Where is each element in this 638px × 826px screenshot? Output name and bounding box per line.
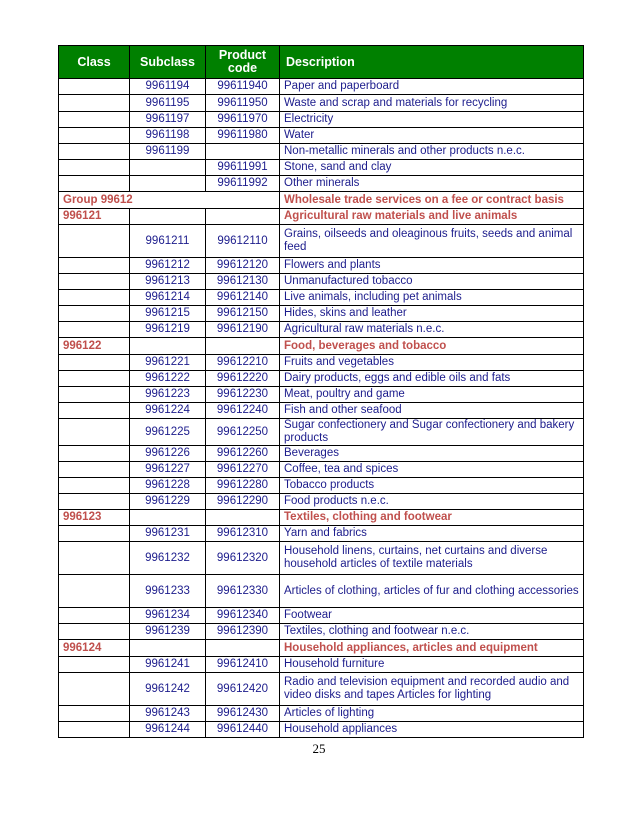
description-cell: Dairy products, eggs and edible oils and fats (280, 371, 584, 387)
class-cell (59, 371, 130, 387)
class-row (59, 209, 584, 225)
class-cell (59, 722, 130, 738)
description-cell: Fruits and vegetables (280, 355, 584, 371)
table-row (59, 306, 584, 322)
description-cell: Tobacco products (280, 478, 584, 494)
subclass-cell: 9961221 (130, 355, 206, 371)
class-cell: 996124 (59, 640, 130, 657)
group-label: Group 99612 (59, 192, 280, 209)
product-code-cell: 99612150 (206, 306, 280, 322)
product-code-cell: 99612270 (206, 462, 280, 478)
table-row (59, 95, 584, 112)
product-code-cell: 99612430 (206, 706, 280, 722)
product-code-cell: 99612340 (206, 608, 280, 624)
product-code-cell: 99612230 (206, 387, 280, 403)
class-cell (59, 387, 130, 403)
subclass-cell: 9961197 (130, 112, 206, 128)
product-code-cell: 99612110 (206, 225, 280, 258)
subclass-cell: 9961244 (130, 722, 206, 738)
class-cell (59, 160, 130, 176)
product-code-cell (206, 338, 280, 355)
subclass-cell: 9961199 (130, 144, 206, 160)
subclass-cell: 9961224 (130, 403, 206, 419)
subclass-cell: 9961195 (130, 95, 206, 112)
product-code-cell: 99612240 (206, 403, 280, 419)
subclass-cell (130, 209, 206, 225)
product-code-cell: 99612130 (206, 274, 280, 290)
table-row (59, 706, 584, 722)
product-code-cell (206, 510, 280, 526)
description-cell: Waste and scrap and materials for recycling (280, 95, 584, 112)
table-row (59, 371, 584, 387)
subclass-cell: 9961226 (130, 446, 206, 462)
subclass-cell: 9961225 (130, 419, 206, 446)
class-cell (59, 322, 130, 338)
description-cell: Radio and television equipment and recorded audio and video disks and tapes Articles for lighting (280, 673, 584, 706)
table-row (59, 160, 584, 176)
class-cell (59, 403, 130, 419)
product-code-cell: 99612330 (206, 575, 280, 608)
class-cell (59, 95, 130, 112)
table-row (59, 112, 584, 128)
class-cell (59, 306, 130, 322)
subclass-cell: 9961234 (130, 608, 206, 624)
subclass-cell: 9961214 (130, 290, 206, 306)
product-code-cell: 99612220 (206, 371, 280, 387)
description-cell: Articles of clothing, articles of fur and clothing accessories (280, 575, 584, 608)
header-product-code: Product code (206, 46, 280, 79)
description-cell: Stone, sand and clay (280, 160, 584, 176)
class-cell (59, 526, 130, 542)
class-cell (59, 128, 130, 144)
class-cell (59, 624, 130, 640)
product-code-cell (206, 640, 280, 657)
product-code-cell: 99611980 (206, 128, 280, 144)
description-cell: Household linens, curtains, net curtains and diverse household articles of textile materials (280, 542, 584, 575)
subclass-cell: 9961227 (130, 462, 206, 478)
class-cell: 996123 (59, 510, 130, 526)
subclass-cell: 9961229 (130, 494, 206, 510)
class-cell (59, 542, 130, 575)
product-code-cell: 99612190 (206, 322, 280, 338)
product-code-cell: 99612410 (206, 657, 280, 673)
class-cell (59, 575, 130, 608)
table-row (59, 446, 584, 462)
description-cell: Paper and paperboard (280, 79, 584, 95)
table-row (59, 225, 584, 258)
description-cell: Other minerals (280, 176, 584, 192)
class-cell (59, 462, 130, 478)
product-code-cell: 99612390 (206, 624, 280, 640)
product-code-cell (206, 209, 280, 225)
product-code-cell: 99612440 (206, 722, 280, 738)
subclass-cell (130, 640, 206, 657)
group-description: Wholesale trade services on a fee or contract basis (280, 192, 584, 209)
table-row (59, 494, 584, 510)
class-cell: 996121 (59, 209, 130, 225)
subclass-cell: 9961233 (130, 575, 206, 608)
product-code-cell: 99612420 (206, 673, 280, 706)
product-code-cell: 99612140 (206, 290, 280, 306)
header-subclass: Subclass (130, 46, 206, 79)
description-cell: Beverages (280, 446, 584, 462)
table-row (59, 387, 584, 403)
class-cell: 996122 (59, 338, 130, 355)
description-cell: Sugar confectionery and Sugar confectionery and bakery products (280, 419, 584, 446)
table-row (59, 128, 584, 144)
description-cell: Household appliances (280, 722, 584, 738)
subclass-cell (130, 176, 206, 192)
class-description: Food, beverages and tobacco (280, 338, 584, 355)
description-cell: Household furniture (280, 657, 584, 673)
table-row (59, 657, 584, 673)
subclass-cell: 9961223 (130, 387, 206, 403)
class-cell (59, 494, 130, 510)
class-cell (59, 112, 130, 128)
table-row (59, 722, 584, 738)
description-cell: Unmanufactured tobacco (280, 274, 584, 290)
product-code-cell: 99612290 (206, 494, 280, 510)
subclass-cell: 9961241 (130, 657, 206, 673)
table-row (59, 462, 584, 478)
description-cell: Textiles, clothing and footwear n.e.c. (280, 624, 584, 640)
class-description: Household appliances, articles and equipment (280, 640, 584, 657)
subclass-cell: 9961211 (130, 225, 206, 258)
class-cell (59, 478, 130, 494)
subclass-cell: 9961243 (130, 706, 206, 722)
product-code-cell: 99612320 (206, 542, 280, 575)
subclass-cell: 9961231 (130, 526, 206, 542)
table-row (59, 403, 584, 419)
class-cell (59, 608, 130, 624)
class-cell (59, 274, 130, 290)
product-code-cell: 99611992 (206, 176, 280, 192)
description-cell: Live animals, including pet animals (280, 290, 584, 306)
header-class: Class (59, 46, 130, 79)
header-description: Description (280, 46, 584, 79)
table-row (59, 624, 584, 640)
subclass-cell (130, 160, 206, 176)
class-cell (59, 657, 130, 673)
table-row (59, 478, 584, 494)
product-code-cell: 99612280 (206, 478, 280, 494)
product-code-cell: 99611950 (206, 95, 280, 112)
class-cell (59, 673, 130, 706)
product-code-cell (206, 144, 280, 160)
description-cell: Yarn and fabrics (280, 526, 584, 542)
subclass-cell: 9961198 (130, 128, 206, 144)
description-cell: Footwear (280, 608, 584, 624)
table-body (59, 79, 584, 738)
class-cell (59, 706, 130, 722)
class-cell (59, 446, 130, 462)
table-row (59, 526, 584, 542)
description-cell: Meat, poultry and game (280, 387, 584, 403)
product-code-cell: 99612250 (206, 419, 280, 446)
description-cell: Non-metallic minerals and other products n.e.c. (280, 144, 584, 160)
description-cell: Coffee, tea and spices (280, 462, 584, 478)
page-number: 25 (312, 741, 326, 756)
class-row (59, 338, 584, 355)
product-code-cell: 99611940 (206, 79, 280, 95)
subclass-cell: 9961228 (130, 478, 206, 494)
table-row (59, 575, 584, 608)
description-cell: Flowers and plants (280, 258, 584, 274)
table-row (59, 144, 584, 160)
class-cell (59, 225, 130, 258)
subclass-cell: 9961222 (130, 371, 206, 387)
description-cell: Articles of lighting (280, 706, 584, 722)
product-code-cell: 99612310 (206, 526, 280, 542)
table-row (59, 355, 584, 371)
product-code-cell: 99611970 (206, 112, 280, 128)
class-row (59, 510, 584, 526)
subclass-cell: 9961194 (130, 79, 206, 95)
table-row (59, 79, 584, 95)
table-row (59, 608, 584, 624)
class-cell (59, 419, 130, 446)
product-code-cell: 99612120 (206, 258, 280, 274)
classification-table (58, 45, 584, 738)
description-cell: Hides, skins and leather (280, 306, 584, 322)
product-code-cell: 99612260 (206, 446, 280, 462)
class-description: Textiles, clothing and footwear (280, 510, 584, 526)
table-row (59, 322, 584, 338)
class-cell (59, 258, 130, 274)
class-cell (59, 79, 130, 95)
table-row (59, 419, 584, 446)
subclass-cell: 9961239 (130, 624, 206, 640)
subclass-cell: 9961212 (130, 258, 206, 274)
description-cell: Grains, oilseeds and oleaginous fruits, seeds and animal feed (280, 225, 584, 258)
description-cell: Fish and other seafood (280, 403, 584, 419)
subclass-cell: 9961215 (130, 306, 206, 322)
class-description: Agricultural raw materials and live animals (280, 209, 584, 225)
table-row (59, 176, 584, 192)
subclass-cell (130, 510, 206, 526)
class-cell (59, 144, 130, 160)
table-row (59, 542, 584, 575)
product-code-cell: 99612210 (206, 355, 280, 371)
description-cell: Food products n.e.c. (280, 494, 584, 510)
class-cell (59, 290, 130, 306)
class-row (59, 640, 584, 657)
description-cell: Agricultural raw materials n.e.c. (280, 322, 584, 338)
table-row (59, 290, 584, 306)
class-cell (59, 176, 130, 192)
group-row (59, 192, 584, 209)
subclass-cell: 9961219 (130, 322, 206, 338)
header-row (59, 46, 584, 79)
table-row (59, 673, 584, 706)
subclass-cell (130, 338, 206, 355)
subclass-cell: 9961242 (130, 673, 206, 706)
table-row (59, 274, 584, 290)
description-cell: Electricity (280, 112, 584, 128)
product-code-cell: 99611991 (206, 160, 280, 176)
class-cell (59, 355, 130, 371)
table-row (59, 258, 584, 274)
description-cell: Water (280, 128, 584, 144)
subclass-cell: 9961213 (130, 274, 206, 290)
subclass-cell: 9961232 (130, 542, 206, 575)
